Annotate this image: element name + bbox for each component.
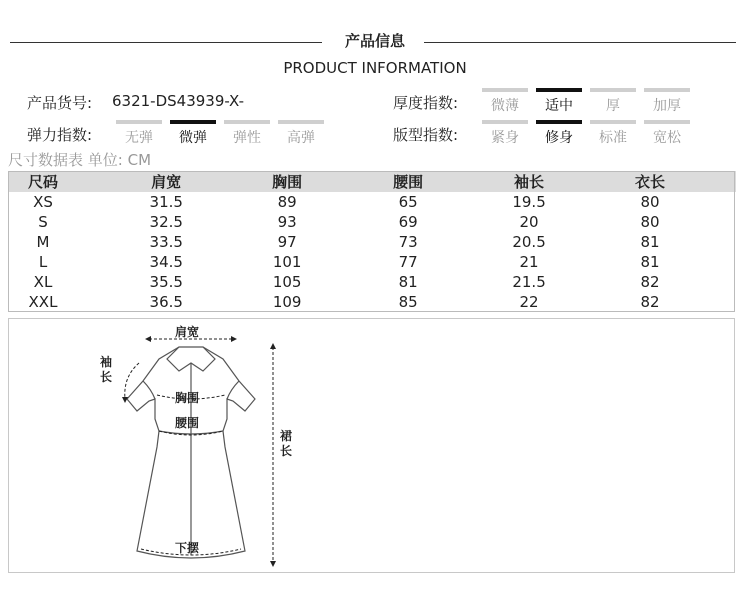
table-cell: 82 [640,273,660,291]
table-cell: 101 [272,253,302,271]
table-cell: 82 [640,293,660,311]
table-cell: L [38,253,48,271]
fit-option-3 [588,125,638,147]
table-cell: 31.5 [149,193,183,211]
thickness-option-label: 厚 [606,98,620,114]
size-table-body [8,192,736,312]
table-cell: 33.5 [149,233,183,251]
size-table-note: 尺寸数据表 单位: CM [8,151,152,169]
elasticity-option-bar [278,120,324,124]
table-cell: 21.5 [512,273,546,291]
section-title-cn: 产品信息 [344,32,405,50]
table-row [8,252,736,272]
table-cell: 69 [398,213,418,231]
table-cell: 85 [398,293,418,311]
size-table-header-cell: 衣长 [615,171,736,192]
thickness-option-bar [644,88,690,92]
fit-label: 版型指数: [393,126,459,144]
measurement-diagram [8,318,735,573]
table-cell: XXL [28,293,58,311]
table-row [8,212,736,232]
size-table-header-cell: 胸围 [252,171,373,192]
table-cell: 97 [277,233,297,251]
size-table-header-row [8,171,736,192]
sku-label: 产品货号: [27,94,93,112]
thickness-option-label: 微薄 [491,98,519,114]
label-hem: 下摆 [175,541,200,555]
elasticity-option-2 [168,125,218,147]
size-table-header-cell: 袖长 [494,171,615,192]
table-cell: 93 [277,213,297,231]
label-waist: 腰围 [175,416,200,430]
table-cell: 73 [398,233,418,251]
thickness-option-1 [480,93,530,115]
fit-option-label: 宽松 [653,130,681,146]
elasticity-option-bar [224,120,270,124]
size-table [8,171,736,312]
elasticity-option-3 [222,125,272,147]
size-table-header-cell: 肩宽 [131,171,252,192]
table-cell: 32.5 [149,213,183,231]
table-cell: 22 [519,293,539,311]
table-cell: 89 [277,193,297,211]
fit-option-bar [482,120,528,124]
size-table-header-cell: 尺码 [8,171,131,192]
sku-value: 6321-DS43939-X- [112,92,244,110]
thickness-option-bar [536,88,582,92]
table-cell: XS [33,193,53,211]
table-cell: 80 [640,193,660,211]
elasticity-option-bar [170,120,216,124]
table-cell: 105 [272,273,302,291]
table-row [8,272,736,292]
thickness-option-bar [482,88,528,92]
header-rule-right [424,42,736,43]
label-chest: 胸围 [175,391,200,405]
table-cell: 36.5 [149,293,183,311]
elasticity-option-1 [114,125,164,147]
thickness-option-4 [642,93,692,115]
table-cell: XL [33,273,53,291]
fit-option-1 [480,125,530,147]
table-cell: 65 [398,193,418,211]
thickness-option-label: 适中 [545,98,573,114]
table-cell: 80 [640,213,660,231]
elasticity-option-bar [116,120,162,124]
table-cell: 19.5 [512,193,546,211]
fit-option-4 [642,125,692,147]
elasticity-option-label: 无弹 [125,130,153,146]
fit-option-label: 紧身 [491,130,519,146]
fit-option-2 [534,125,584,147]
label-sleeve: 袖长 [99,355,112,384]
elasticity-option-4 [276,125,326,147]
fit-option-label: 修身 [545,130,573,146]
elasticity-option-label: 微弹 [179,130,207,146]
thickness-option-label: 加厚 [653,98,681,114]
fit-option-bar [644,120,690,124]
table-row [8,292,736,312]
table-row [8,232,736,252]
elasticity-option-label: 弹性 [233,130,261,146]
dress-illustration [9,319,736,574]
fit-option-label: 标准 [599,130,627,146]
table-cell: 81 [640,253,660,271]
table-cell: 20.5 [512,233,546,251]
fit-option-bar [536,120,582,124]
thickness-option-bar [590,88,636,92]
table-cell: 109 [272,293,302,311]
elasticity-option-label: 高弹 [287,130,315,146]
elasticity-label: 弹力指数: [27,126,93,144]
table-cell: 20 [519,213,539,231]
label-skirt-length: 裙长 [279,429,292,458]
thickness-label: 厚度指数: [393,94,459,112]
table-cell: 34.5 [149,253,183,271]
table-cell: M [36,233,50,251]
section-title-en: PRODUCT INFORMATION [283,59,467,77]
size-table-header-cell: 腰围 [373,171,494,192]
table-cell: 35.5 [149,273,183,291]
thickness-option-2 [534,93,584,115]
thickness-option-3 [588,93,638,115]
fit-option-bar [590,120,636,124]
table-cell: 21 [519,253,539,271]
table-cell: 81 [398,273,418,291]
table-cell: S [38,213,48,231]
label-shoulder: 肩宽 [175,325,200,339]
table-cell: 77 [398,253,418,271]
table-row [8,192,736,212]
table-cell: 81 [640,233,660,251]
